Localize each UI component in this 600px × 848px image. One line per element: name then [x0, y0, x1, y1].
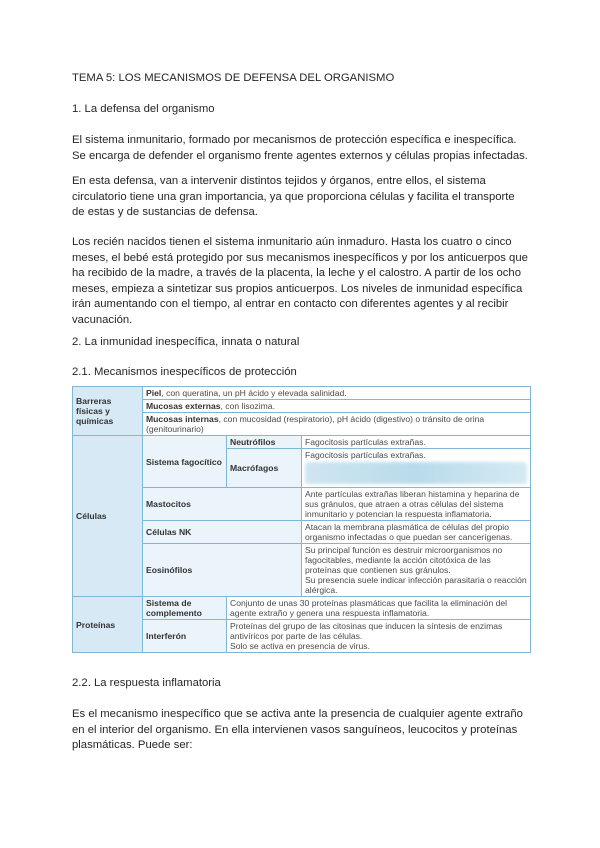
desc-neutrofilos: Fagocitosis partículas extrañas. — [302, 436, 531, 449]
desc-sistema-complemento: Conjunto de unas 30 proteínas plasmáticas que facilita la eliminación del agente extraño y genera una respuesta inflamatoria. — [227, 597, 531, 620]
cell-eosinofilos — [302, 544, 531, 597]
cell-mucosas-internas — [143, 413, 531, 436]
cell-mucosas-externas — [143, 400, 531, 413]
blurred-region — [305, 462, 527, 484]
group-proteinas: Proteínas — [73, 597, 143, 653]
section-1-heading: 1. La defensa del organismo — [72, 103, 215, 115]
paragraph-3: Los recién nacidos tienen el sistema inmunitario aún inmaduro. Hasta los cuatro o cinco meses, el bebé está protegido por sus mecanismos inespecíficos y por los anticuerpos que ha recibido de la madre, a través de la placenta, la leche y el calostro. A partir de los ocho meses, empieza a sintetizar sus propios anticuerpos. Los niveles de inmunidad específica irán aumentando con el tiempo, al entrar en contacto con diferentes agentes y al recibir vacunación. — [72, 236, 528, 326]
table-row — [73, 597, 531, 620]
term-macrofagos: Macrófagos — [227, 449, 302, 488]
subgroup-sistema-fagocitico: Sistema fagocítico — [143, 436, 227, 488]
paragraph-4: Es el mecanismo inespecífico que se activa ante la presencia de cualquier agente extraño en el interior del organismo. En ella intervienen vasos sanguíneos, leucocitos y proteínas plasmáticas. Puede ser: — [72, 708, 523, 752]
term-celulas-nk: Células NK — [143, 521, 302, 544]
section-2-heading: 2. La inmunidad inespecífica, innata o natural — [72, 336, 300, 348]
desc-eosinofilos-2: Su presencia suele indicar infección parasitaria o reacción alérgica. — [305, 575, 527, 595]
desc-macrofagos: Fagocitosis partículas extrañas. — [305, 450, 426, 460]
table-row — [73, 436, 531, 449]
desc-mucosas-internas: , con mucosidad (respiratorio), pH ácido (digestivo) o tránsito de orina (genitourinario) — [146, 414, 485, 434]
document-title: TEMA 5: LOS MECANISMOS DE DEFENSA DEL ORGANISMO — [72, 72, 395, 84]
group-celulas: Células — [73, 436, 143, 597]
term-mucosas-internas: Mucosas internas — [146, 414, 219, 424]
table-row — [73, 387, 531, 400]
cell-macrofagos — [302, 449, 531, 488]
term-mucosas-externas: Mucosas externas — [146, 401, 221, 411]
term-piel: Piel — [146, 388, 162, 398]
term-eosinofilos: Eosinófilos — [143, 544, 302, 597]
cell-piel — [143, 387, 531, 400]
desc-eosinofilos-1: Su principal función es destruir microorganismos no fagocitables, mediante la acción citotóxica de las proteínas que contienen sus gránulos. — [305, 545, 503, 575]
section-2-2-heading: 2.2. La respuesta inflamatoria — [72, 677, 221, 689]
desc-mastocitos: Ante partículas extrañas liberan histamina y heparina de sus gránulos, que atraen a otras células del sistema inmunitario y potencian la respuesta inflamatoria. — [302, 488, 531, 521]
term-sistema-complemento: Sistema de complemento — [143, 597, 227, 620]
desc-interferon-2: Solo se activa en presencia de virus. — [230, 641, 370, 651]
desc-mucosas-externas: , con lisozima. — [220, 401, 275, 411]
defense-mechanisms-table — [72, 386, 531, 653]
paragraph-1: El sistema inmunitario, formado por mecanismos de protección específica e inespecífica. Se encarga de defender el organismo frente agentes externos y células propias infectadas. — [72, 134, 528, 162]
desc-interferon-1: Proteínas del grupo de las citosinas que inducen la síntesis de enzimas antivíricos por parte de las células. — [230, 621, 503, 641]
desc-celulas-nk: Atacan la membrana plasmática de células del propio organismo infectadas o que puedan ser cancerígenas. — [302, 521, 531, 544]
desc-piel: , con queratina, un pH ácido y elevada salinidad. — [161, 388, 347, 398]
term-neutrofilos: Neutrófilos — [227, 436, 302, 449]
cell-interferon — [227, 620, 531, 653]
group-barreras: Barreras físicas y químicas — [73, 387, 143, 436]
section-2-1-heading: 2.1. Mecanismos inespecíficos de protección — [72, 366, 297, 378]
term-interferon: Interferón — [143, 620, 227, 653]
term-mastocitos: Mastocitos — [143, 488, 302, 521]
paragraph-2: En esta defensa, van a intervenir distintos tejidos y órganos, entre ellos, el sistema circulatorio tiene una gran importancia, ya que proporciona células y facilita el transporte de estas y de sustancias de defensa. — [72, 175, 515, 219]
